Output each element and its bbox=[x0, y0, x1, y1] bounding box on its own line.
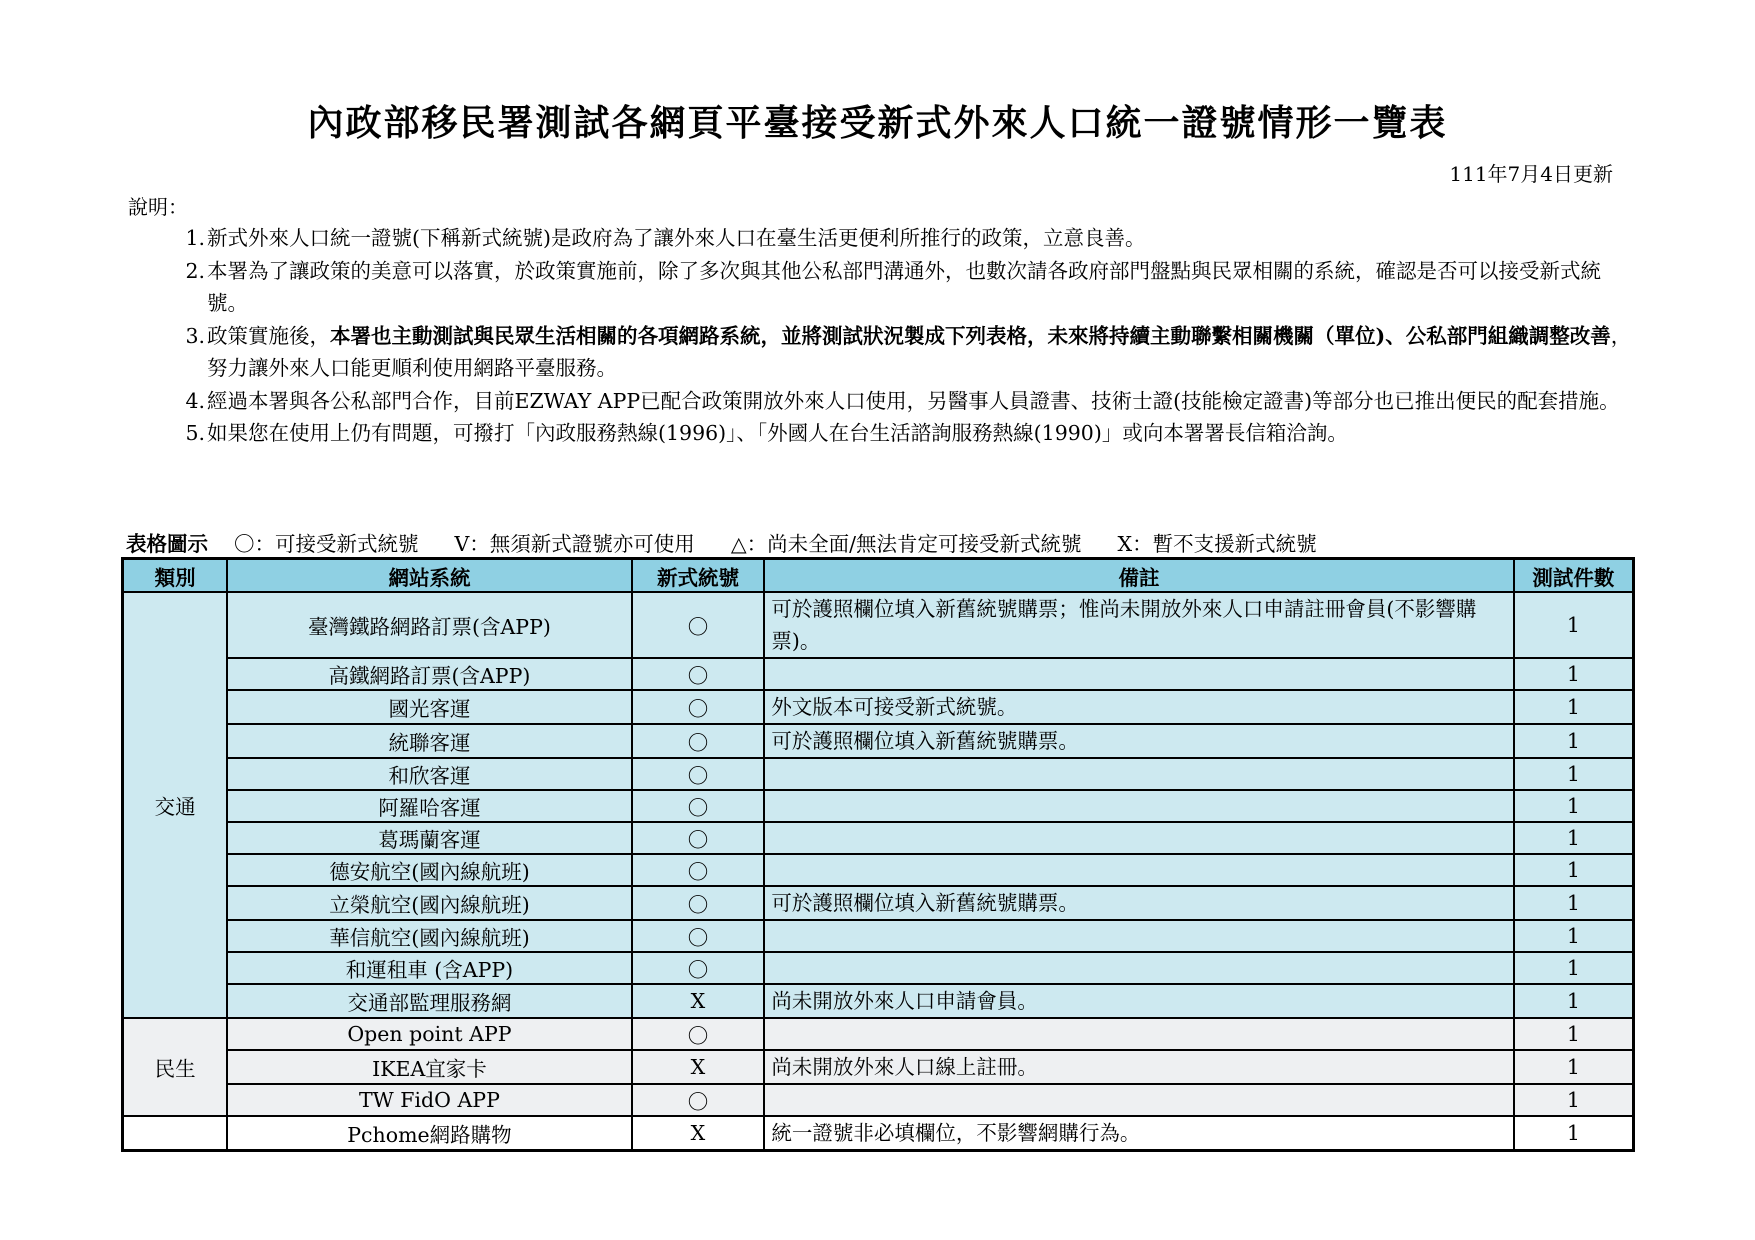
legend-item: △：尚未全面/無法肯定可接受新式統號 bbox=[730, 532, 1082, 556]
status-cell: 〇 bbox=[632, 886, 765, 920]
count-cell: 1 bbox=[1514, 790, 1634, 822]
note-cell bbox=[764, 854, 1513, 886]
note-cell bbox=[764, 822, 1513, 854]
site-cell: 德安航空(國內線航班) bbox=[227, 854, 631, 886]
header-note: 備註 bbox=[764, 559, 1513, 593]
count-cell: 1 bbox=[1514, 1018, 1634, 1050]
table-row bbox=[123, 1116, 1634, 1151]
page-title: 內政部移民署測試各網頁平臺接受新式外來人口統一證號情形一覽表 bbox=[307, 102, 1448, 144]
header-count: 測試件數 bbox=[1514, 559, 1634, 593]
category-cell bbox=[123, 1116, 228, 1151]
site-cell: 葛瑪蘭客運 bbox=[227, 822, 631, 854]
status-cell: 〇 bbox=[632, 1018, 765, 1050]
note-cell bbox=[764, 758, 1513, 790]
table-row bbox=[123, 724, 1634, 758]
note-text-segment: 本署為了讓政策的美意可以落實，於政策實施前，除了多次與其他公私部門溝通外，也數次請各政府部門盤點與民眾相關的系統，確認是否可以接受新式統號。 bbox=[207, 258, 1601, 315]
update-date: 111年7月4日更新 bbox=[1449, 162, 1613, 186]
category-cell: 民生 bbox=[123, 1018, 228, 1116]
note-number: 5. bbox=[185, 421, 205, 445]
status-cell: X bbox=[632, 1116, 765, 1151]
note-cell: 可於護照欄位填入新舊統號購票。 bbox=[764, 724, 1513, 758]
status-cell: 〇 bbox=[632, 690, 765, 724]
category-cell: 交通 bbox=[123, 592, 228, 1018]
count-cell: 1 bbox=[1514, 1050, 1634, 1084]
description-label: 說明： bbox=[128, 195, 188, 219]
note-text-segment: 經過本署與各公私部門合作，目前EZWAY APP已配合政策開放外來人口使用，另醫事人員證書、技術士證(技能檢定證書)等部分也已推出便民的配套措施。 bbox=[207, 388, 1620, 413]
note-text bbox=[207, 385, 1638, 418]
header-category: 類別 bbox=[123, 559, 228, 593]
table-row bbox=[123, 822, 1634, 854]
note-cell bbox=[764, 1018, 1513, 1050]
site-cell: 和運租車 (含APP) bbox=[227, 952, 631, 984]
count-cell: 1 bbox=[1514, 984, 1634, 1018]
status-cell: 〇 bbox=[632, 758, 765, 790]
site-cell: 交通部監理服務網 bbox=[227, 984, 631, 1018]
note-cell bbox=[764, 790, 1513, 822]
note-cell bbox=[764, 1084, 1513, 1116]
site-cell: 國光客運 bbox=[227, 690, 631, 724]
note-number: 4. bbox=[185, 388, 205, 413]
count-cell: 1 bbox=[1514, 886, 1634, 920]
note-cell: 尚未開放外來人口申請會員。 bbox=[764, 984, 1513, 1018]
site-cell: 立榮航空(國內線航班) bbox=[227, 886, 631, 920]
note-number: 3. bbox=[185, 323, 205, 348]
status-cell: 〇 bbox=[632, 854, 765, 886]
status-cell: 〇 bbox=[632, 952, 765, 984]
table-row bbox=[123, 984, 1634, 1018]
count-cell: 1 bbox=[1514, 854, 1634, 886]
note-cell bbox=[764, 920, 1513, 952]
table-row bbox=[123, 690, 1634, 724]
table-row bbox=[123, 1084, 1634, 1116]
status-cell: 〇 bbox=[632, 592, 765, 658]
note-text-segment: ，努力讓外來人口能更順利使用網路平臺服務。 bbox=[207, 323, 1632, 380]
site-cell: TW FidO APP bbox=[227, 1084, 631, 1116]
status-cell: X bbox=[632, 1050, 765, 1084]
site-cell: IKEA宜家卡 bbox=[227, 1050, 631, 1084]
header-site: 網站系統 bbox=[227, 559, 631, 593]
status-table bbox=[121, 557, 1635, 1152]
count-cell: 1 bbox=[1514, 952, 1634, 984]
note-item bbox=[178, 222, 1638, 255]
table-row bbox=[123, 658, 1634, 690]
note-text bbox=[207, 417, 1638, 450]
site-cell: 華信航空(國內線航班) bbox=[227, 920, 631, 952]
status-cell: 〇 bbox=[632, 1084, 765, 1116]
note-cell: 可於護照欄位填入新舊統號購票；惟尚未開放外來人口申請註冊會員(不影響購票)。 bbox=[764, 592, 1513, 658]
site-cell: Open point APP bbox=[227, 1018, 631, 1050]
status-cell: 〇 bbox=[632, 790, 765, 822]
table-row bbox=[123, 920, 1634, 952]
table-row bbox=[123, 886, 1634, 920]
legend-item: 〇：可接受新式統號 bbox=[234, 532, 419, 556]
count-cell: 1 bbox=[1514, 690, 1634, 724]
note-number: 1. bbox=[185, 226, 205, 250]
count-cell: 1 bbox=[1514, 1116, 1634, 1151]
status-cell: X bbox=[632, 984, 765, 1018]
site-cell: Pchome網路購物 bbox=[227, 1116, 631, 1151]
note-cell: 尚未開放外來人口線上註冊。 bbox=[764, 1050, 1513, 1084]
note-text-segment: 如果您在使用上仍有問題，可撥打「內政服務熱線(1996)」、「外國人在台生活諮詢服務熱線(1990)」或向本署署長信箱洽詢。 bbox=[207, 421, 1348, 445]
table-row bbox=[123, 952, 1634, 984]
note-item bbox=[178, 255, 1638, 320]
status-cell: 〇 bbox=[632, 920, 765, 952]
site-cell: 統聯客運 bbox=[227, 724, 631, 758]
count-cell: 1 bbox=[1514, 1084, 1634, 1116]
table-row bbox=[123, 592, 1634, 658]
count-cell: 1 bbox=[1514, 724, 1634, 758]
note-number: 2. bbox=[185, 258, 205, 283]
count-cell: 1 bbox=[1514, 920, 1634, 952]
note-item bbox=[178, 417, 1638, 450]
site-cell: 阿羅哈客運 bbox=[227, 790, 631, 822]
status-cell: 〇 bbox=[632, 724, 765, 758]
legend-item: X：暫不支援新式統號 bbox=[1117, 532, 1317, 556]
legend bbox=[126, 527, 1353, 557]
note-item bbox=[178, 385, 1638, 418]
table-body bbox=[123, 592, 1634, 1151]
note-cell: 外文版本可接受新式統號。 bbox=[764, 690, 1513, 724]
note-cell: 統一證號非必填欄位，不影響網購行為。 bbox=[764, 1116, 1513, 1151]
table-row bbox=[123, 854, 1634, 886]
table-row bbox=[123, 1018, 1634, 1050]
note-item bbox=[178, 320, 1638, 385]
note-text-segment: 新式外來人口統一證號(下稱新式統號)是政府為了讓外來人口在臺生活更便利所推行的政策，立意良善。 bbox=[207, 226, 1146, 250]
note-text-bold: 本署也主動測試與民眾生活相關的各項網路系統，並將測試狀況製成下列表格，未來將持續主動聯繫相關機關（單位)、公私部門組織調整改善 bbox=[330, 323, 1611, 348]
table-row bbox=[123, 790, 1634, 822]
count-cell: 1 bbox=[1514, 758, 1634, 790]
note-text-segment: 政策實施後， bbox=[207, 323, 330, 348]
status-cell: 〇 bbox=[632, 658, 765, 690]
table-row bbox=[123, 758, 1634, 790]
count-cell: 1 bbox=[1514, 592, 1634, 658]
site-cell: 和欣客運 bbox=[227, 758, 631, 790]
legend-item: V：無須新式證號亦可使用 bbox=[454, 532, 695, 556]
note-cell bbox=[764, 952, 1513, 984]
table-header-row bbox=[123, 559, 1634, 593]
count-cell: 1 bbox=[1514, 822, 1634, 854]
note-cell bbox=[764, 658, 1513, 690]
header-status: 新式統號 bbox=[632, 559, 765, 593]
note-cell: 可於護照欄位填入新舊統號購票。 bbox=[764, 886, 1513, 920]
site-cell: 臺灣鐵路網路訂票(含APP) bbox=[227, 592, 631, 658]
legend-label: 表格圖示 bbox=[126, 532, 208, 556]
site-cell: 高鐵網路訂票(含APP) bbox=[227, 658, 631, 690]
note-text bbox=[207, 255, 1638, 320]
note-text bbox=[207, 320, 1638, 385]
note-text bbox=[207, 222, 1638, 255]
notes-list bbox=[178, 222, 1638, 450]
status-cell: 〇 bbox=[632, 822, 765, 854]
count-cell: 1 bbox=[1514, 658, 1634, 690]
table-row bbox=[123, 1050, 1634, 1084]
